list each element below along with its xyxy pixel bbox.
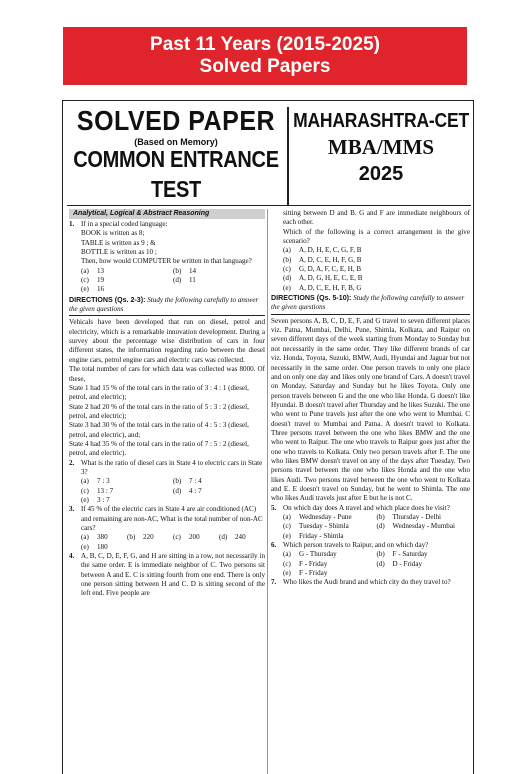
option-text: 380 bbox=[97, 533, 108, 542]
question-text: A, B, C, D, E, F, G, and H are sitting in a row, not necessarily in the same order. E is immediate neighbor of C. Two persons sit between A and E. C is sitting fourth from one end. There is only one person sitting between H and C. D is sitting second of the left end. Five people are bbox=[81, 552, 265, 598]
option-key: (a) bbox=[283, 550, 291, 559]
course-title: MBA/MMS bbox=[327, 135, 435, 159]
state-statement: State 2 had 20 % of the total cars in the ratio of 5 : 3 : 2 (diesel, petrol, and electric); bbox=[69, 402, 249, 420]
question-number: 7. bbox=[271, 578, 277, 587]
header-rule bbox=[67, 205, 471, 206]
option-key: (a) bbox=[81, 533, 89, 542]
question-7 bbox=[271, 578, 470, 587]
option-key: (d) bbox=[173, 486, 182, 495]
option-text: 19 bbox=[97, 276, 105, 285]
option-text: Wednesday - Pune bbox=[299, 513, 352, 521]
option-text: 220 bbox=[143, 533, 154, 542]
option-text: 13 bbox=[97, 266, 105, 275]
option bbox=[173, 533, 219, 542]
question-text: On which day does A travel and which place does he visit? bbox=[283, 503, 450, 512]
option-key: (d) bbox=[376, 522, 385, 531]
option-text: 13 : 7 bbox=[97, 486, 114, 495]
option bbox=[283, 256, 470, 265]
option-key: (e) bbox=[283, 283, 291, 292]
option-text: 200 bbox=[189, 533, 200, 542]
option bbox=[81, 276, 173, 285]
option bbox=[283, 560, 377, 569]
state-statement: State 4 had 35 % of the total cars in the ratio of 7 : 5 : 2 (diesel, petrol, and electric). bbox=[69, 439, 249, 458]
option-text: G, D, A, F, C, E, H, B bbox=[299, 265, 362, 274]
option bbox=[173, 477, 265, 486]
directions-5-10 bbox=[271, 294, 470, 315]
based-on-memory-label: (Based on Memory) bbox=[134, 137, 218, 147]
left-column bbox=[69, 209, 265, 599]
option-text: 3 : 7 bbox=[97, 495, 110, 504]
paper-header-left bbox=[67, 107, 285, 203]
question-text: If 45 % of the electric cars in State 4 are air conditioned (AC) and remaining are non-AC, What is the total number of non-AC cars? bbox=[81, 505, 263, 532]
question-text: If in a special coded language: bbox=[81, 220, 168, 228]
option-key: (e) bbox=[81, 542, 89, 551]
option-text: 14 bbox=[189, 266, 197, 275]
options-q4 bbox=[271, 246, 470, 293]
header-divider bbox=[287, 107, 289, 205]
option-key: (d) bbox=[283, 274, 292, 283]
book-banner bbox=[63, 27, 467, 85]
option-key: (b) bbox=[376, 513, 385, 521]
state-statement: State 1 had 15 % of the total cars in the ratio of 3 : 4 : 1 (diesel, petrol, and electric); bbox=[69, 383, 249, 402]
option bbox=[81, 267, 173, 276]
passage-paragraph: Seven persons A, B, C, D, E, F, and G travel to seven different places viz. Patna, Mumbai, Delhi, Pune, Shimla, Kolkata, and Raipur on seven different days of the week starting from Monday to Sunday but not necessarily in the same order. They like different brands of car viz. Honda, Toyota, Suzuki, BMW, Audi, Hyundai and Jaguar but not necessarily in the same order. One person travels to only one place and on only one day and likes only one brand of Cars. A doesn't travel on Monday, Saturday and Sunday but he likes Toyota. Only one person travels between G and the one who like Honda. G doesn't like Hyundai. B doesn't travel after Thursday and he likes Suzuki. The one who went to Pune travels just after the one who went to Mumbai. C doesn't travel to Mumbai and Patna. A doesn't travel to Kolkata. Three persons travel between the one who likes BMW and the one who went to Raipur. The one who travels to Raipur goes just after the one who travels to Kolkata. Only two person travels after F. The one who likes BMW doesn't travel on any of the days after Tuesday. Two persons travel between the one who likes Honda and the one who likes Audi. Two persons travel between the one who went to Kolkata and E. E doesn't travel on Sunday, but he went to Shimla. The one who likes Audi travels just after E but he is not C. bbox=[271, 316, 471, 503]
question-number: 4. bbox=[69, 552, 75, 561]
question-text: Which person travels to Raipur, and on which day? bbox=[283, 541, 429, 550]
option bbox=[377, 560, 471, 569]
option-key: (c) bbox=[81, 276, 89, 285]
column-separator bbox=[267, 209, 268, 774]
option-text: F - Friday bbox=[299, 569, 328, 578]
option-text: 240 bbox=[235, 533, 246, 542]
option-key: (b) bbox=[127, 533, 136, 542]
option-text: A, D, C, E, H, F, B, G bbox=[299, 283, 362, 292]
option-text: A, D, G, H, E, C, E, B bbox=[299, 274, 363, 283]
option-text: 16 bbox=[97, 285, 105, 294]
section-title: Analytical, Logical & Abstract Reasoning bbox=[69, 209, 265, 219]
option bbox=[81, 496, 173, 505]
option-text: G - Thursday bbox=[299, 550, 337, 559]
option-key: (c) bbox=[283, 265, 291, 274]
option-text: A, D, H, E, C, G, F, B bbox=[299, 246, 362, 255]
option-key: (c) bbox=[283, 522, 291, 531]
option bbox=[283, 550, 377, 559]
question-number: 6. bbox=[271, 541, 277, 550]
option-key: (b) bbox=[173, 266, 182, 275]
question-number: 2. bbox=[69, 458, 75, 467]
passage-paragraph: Vehicals have been developed that run on diesel, petrol and electricity, which is a remarkable innovation development. During a survey about the percentage wise distribution of cars in four different states, the information regarding ratio between the diesel engine cars, petrol engine cars and electric cars was collected. bbox=[69, 318, 265, 364]
question-text: TABLE is written as 9 ; & bbox=[81, 238, 156, 247]
option-text: Tuesday - Shimla bbox=[299, 522, 349, 531]
directions-label: DIRECTIONS (Qs. 5-10): bbox=[271, 294, 352, 303]
directions-label: DIRECTIONS (Qs. 2-3): bbox=[69, 295, 146, 304]
option-key: (c) bbox=[81, 486, 89, 495]
state-title: MAHARASHTRA-CET bbox=[293, 108, 469, 132]
option bbox=[127, 533, 173, 542]
option bbox=[283, 532, 377, 541]
directions-2-3 bbox=[69, 296, 265, 317]
option bbox=[81, 487, 173, 496]
banner-line-1: Past 11 Years (2015-2025) bbox=[150, 34, 380, 55]
option-key: (a) bbox=[81, 266, 89, 275]
option-key: (c) bbox=[173, 533, 181, 542]
option bbox=[173, 267, 265, 276]
option-text: 4 : 7 bbox=[189, 486, 202, 495]
option-key: (b) bbox=[283, 255, 292, 264]
directions-text: Study the following carefully to answer the given questions bbox=[271, 294, 465, 312]
option bbox=[81, 533, 127, 542]
question-number: 1. bbox=[69, 220, 75, 228]
option-text: F - Saturday bbox=[392, 550, 428, 559]
question-text: Who likes the Audi brand and which city do they travel to? bbox=[283, 578, 451, 587]
option bbox=[283, 284, 470, 293]
option-key: (e) bbox=[283, 531, 291, 540]
question-2 bbox=[69, 459, 265, 478]
option-text: 180 bbox=[97, 542, 108, 551]
right-column bbox=[271, 209, 470, 588]
question-4 bbox=[69, 552, 265, 599]
option bbox=[81, 543, 127, 552]
option-key: (e) bbox=[283, 569, 291, 578]
option bbox=[173, 276, 265, 285]
option-text: 7 : 4 bbox=[189, 477, 202, 486]
question-text: Then, how would COMPUTER be written in that language? bbox=[81, 257, 252, 266]
exam-title: COMMON ENTRANCE TEST bbox=[73, 147, 279, 203]
option-key: (e) bbox=[81, 495, 89, 504]
question-5 bbox=[271, 504, 470, 513]
option bbox=[283, 246, 470, 255]
option bbox=[377, 522, 471, 531]
option-key: (d) bbox=[376, 559, 385, 568]
solved-paper-title: SOLVED PAPER bbox=[76, 105, 276, 137]
option bbox=[283, 265, 470, 274]
option bbox=[377, 513, 471, 522]
paper-header-right bbox=[291, 107, 471, 203]
question-text: sitting between D and B. G and F are immediate neighbours of each other. bbox=[283, 209, 470, 227]
question-text: What is the ratio of diesel cars in State 4 to electric cars in State 3? bbox=[81, 458, 263, 476]
state-statement: State 3 had 30 % of the total cars in the ratio of 4 : 5 : 3 (diesel, petrol, and electric), and; bbox=[69, 421, 249, 439]
option-text: D - Friday bbox=[392, 559, 423, 568]
question-number: 3. bbox=[69, 505, 75, 514]
option-key: (b) bbox=[376, 550, 385, 559]
question-3 bbox=[69, 505, 265, 533]
option-text: A, D, C, E, H, F, G, B bbox=[299, 255, 362, 264]
question-6 bbox=[271, 541, 470, 550]
option bbox=[283, 513, 377, 522]
option-key: (a) bbox=[81, 477, 89, 486]
options-q5 bbox=[271, 513, 470, 541]
option bbox=[81, 285, 173, 294]
option bbox=[173, 487, 265, 496]
options-q2 bbox=[69, 477, 265, 505]
option-key: (a) bbox=[283, 246, 291, 255]
passage-paragraph: The total number of cars for which data was collected was 8000. Of these, bbox=[69, 365, 265, 383]
option bbox=[377, 550, 471, 559]
option-key: (e) bbox=[81, 285, 89, 294]
option-key: (c) bbox=[283, 559, 291, 568]
option-text: 11 bbox=[189, 276, 196, 285]
question-1 bbox=[69, 220, 265, 267]
option-text: F - Friday bbox=[299, 559, 328, 568]
option-key: (b) bbox=[173, 477, 182, 486]
option-text: Thursday - Delhi bbox=[392, 513, 441, 521]
year-title: 2025 bbox=[358, 163, 404, 185]
option-key: (d) bbox=[173, 276, 182, 285]
option-key: (d) bbox=[219, 533, 228, 542]
question-number: 5. bbox=[271, 503, 277, 512]
solved-paper-page bbox=[62, 100, 474, 774]
options-q6 bbox=[271, 550, 470, 578]
option-text: 7 : 3 bbox=[97, 477, 110, 486]
option bbox=[219, 533, 265, 542]
question-text: Which of the following is a correct arrangement in the give scenario? bbox=[283, 227, 470, 246]
banner-line-2: Solved Papers bbox=[199, 56, 331, 77]
options-q1 bbox=[69, 267, 265, 295]
option bbox=[81, 477, 173, 486]
question-text: BOTTLE is written as 10 ; bbox=[81, 248, 157, 257]
option bbox=[283, 569, 377, 578]
question-text: BOOK is written as 8; bbox=[81, 229, 145, 238]
directions-text: Study the following carefully to answer the given questions bbox=[69, 295, 259, 314]
option-text: Friday - Shimla bbox=[299, 531, 344, 540]
option-text: Wednesday - Mumbai bbox=[392, 522, 455, 531]
option bbox=[283, 522, 377, 531]
options-q3 bbox=[69, 533, 265, 552]
option-key: (a) bbox=[283, 513, 291, 521]
option bbox=[283, 274, 470, 283]
